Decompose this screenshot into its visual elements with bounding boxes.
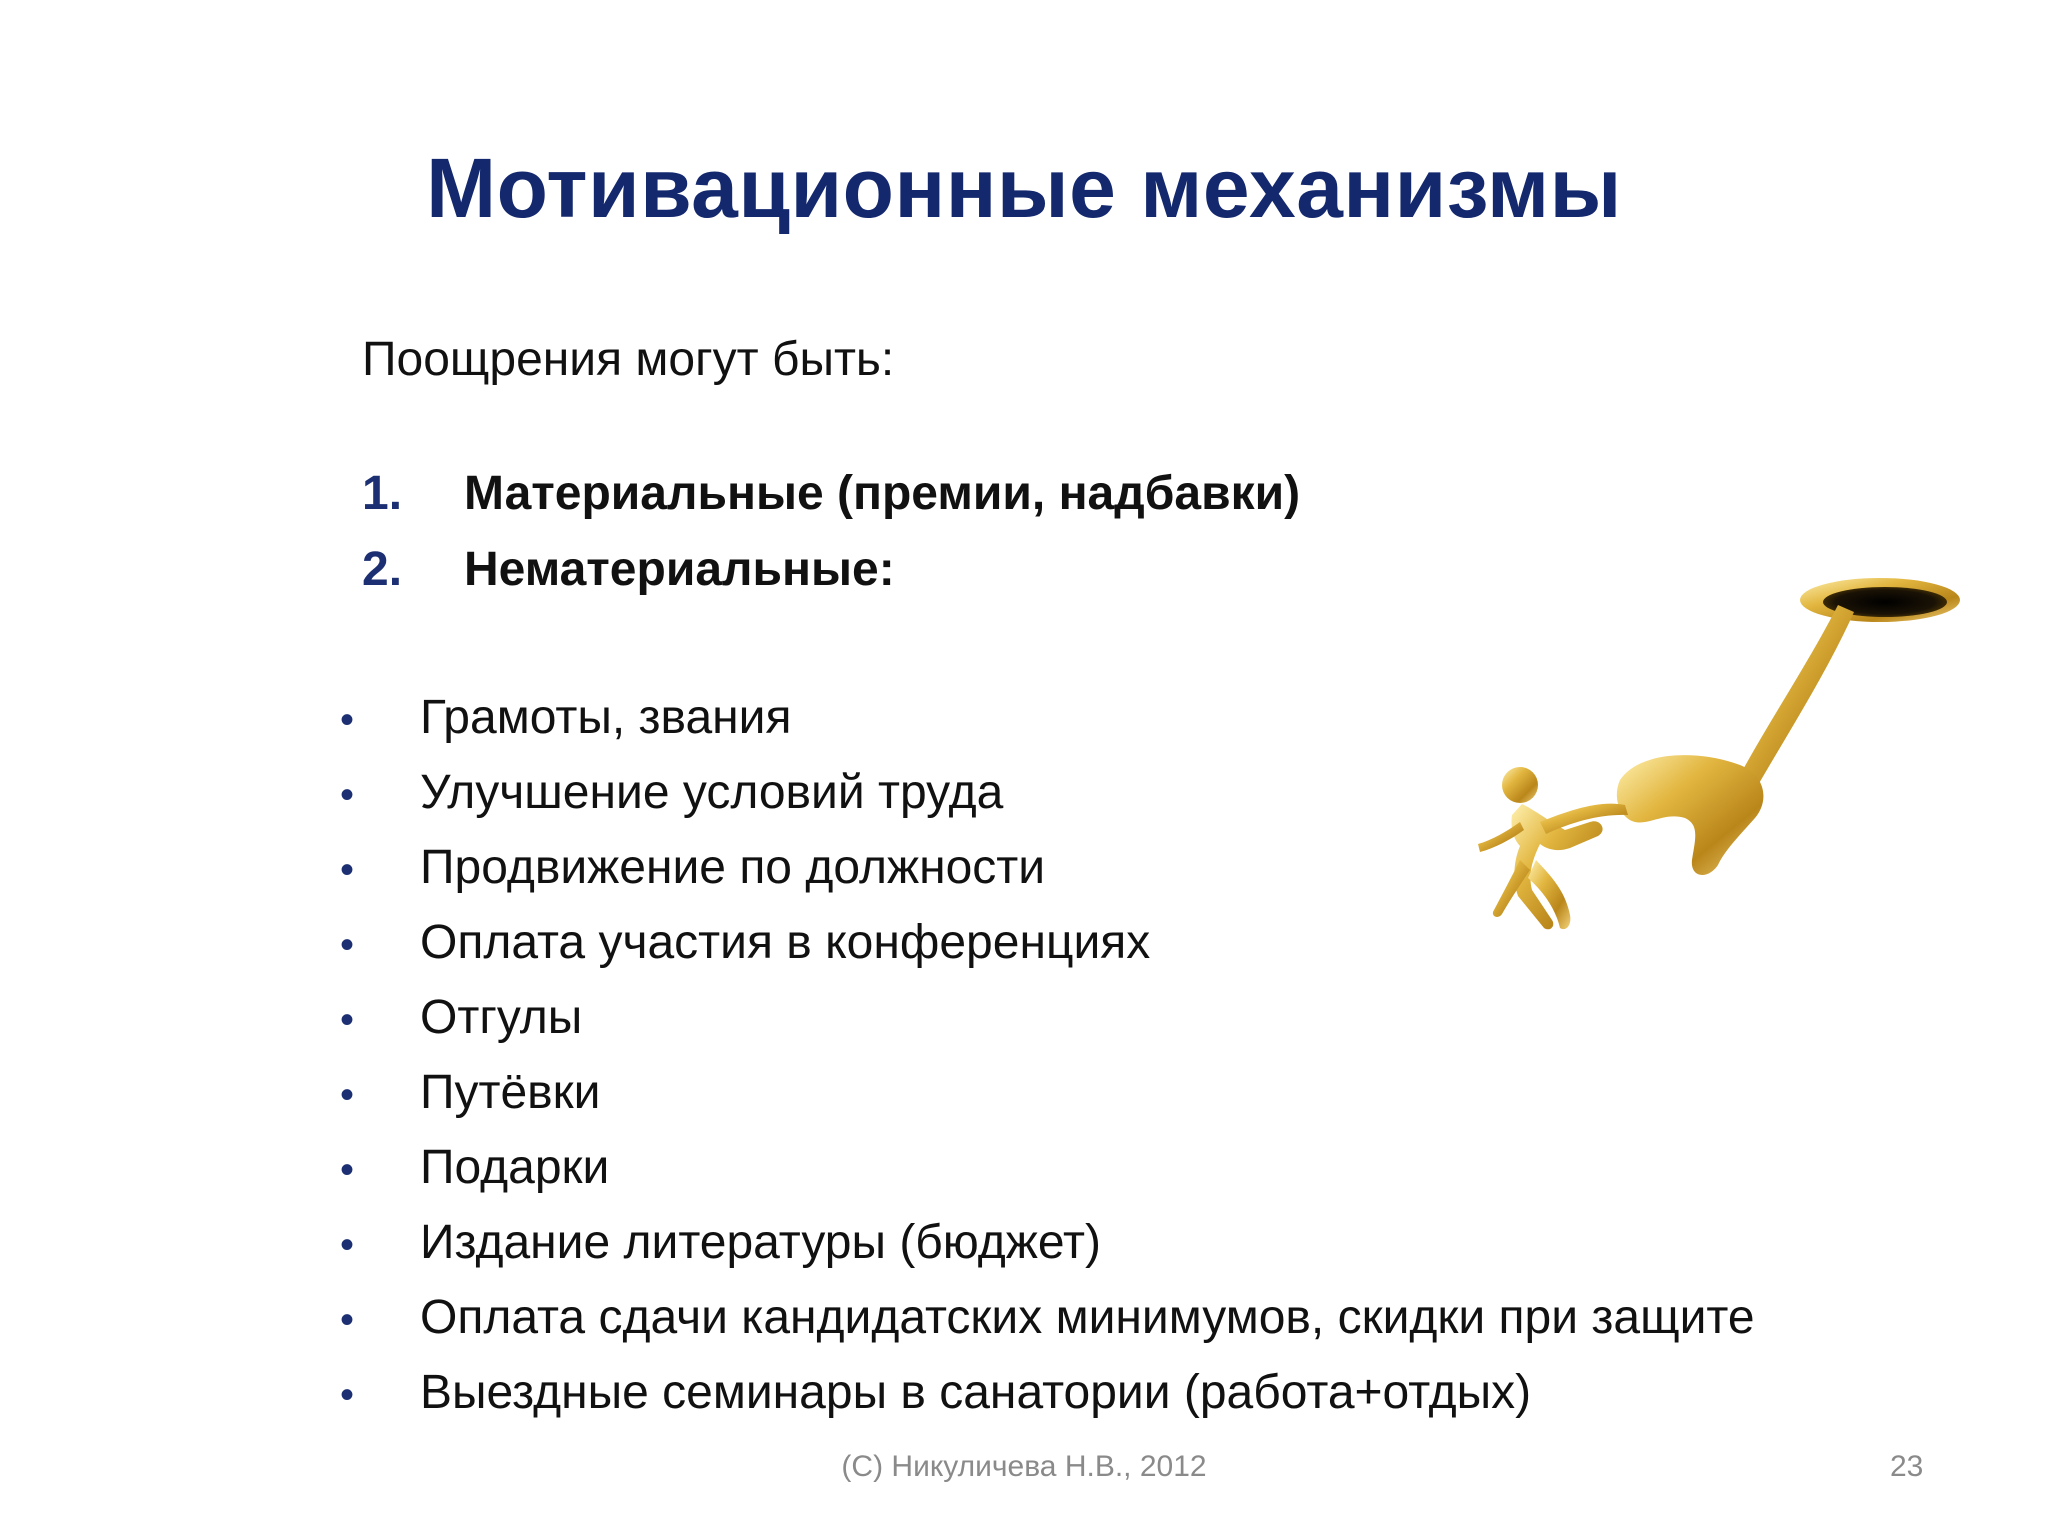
numbered-item [362, 542, 1300, 618]
golden-key-figure-icon [1440, 560, 1960, 980]
bullet-icon: • [340, 923, 355, 967]
bullet-item [340, 1140, 1755, 1215]
footer-copyright: (C) Никуличева Н.В., 2012 [841, 1450, 1207, 1483]
bullet-item [340, 1065, 1755, 1140]
bullet-icon: • [340, 1298, 355, 1342]
intro-text: Поощрения могут быть: [362, 333, 895, 386]
bullet-icon: • [340, 1148, 355, 1192]
bullet-item [340, 1215, 1755, 1290]
bullet-item [340, 990, 1755, 1065]
bullet-text: Путёвки [420, 1066, 601, 1119]
numbered-list [362, 466, 1300, 618]
item-number: 2. [362, 543, 403, 596]
bullet-text: Грамоты, звания [420, 691, 792, 744]
item-text: Материальные (премии, надбавки) [464, 467, 1301, 520]
bullet-text: Выездные семинары в санатории (работа+отдых) [420, 1366, 1532, 1419]
bullet-icon: • [340, 998, 355, 1042]
bullet-text: Улучшение условий труда [420, 766, 1004, 819]
bullet-icon: • [340, 1073, 355, 1117]
bullet-text: Оплата участия в конференциях [420, 916, 1151, 969]
item-number: 1. [362, 467, 403, 520]
page-number: 23 [1890, 1450, 1924, 1483]
bullet-icon: • [340, 848, 355, 892]
bullet-item [340, 1290, 1755, 1365]
item-text: Нематериальные: [464, 543, 895, 596]
numbered-item [362, 466, 1300, 542]
bullet-icon: • [340, 698, 355, 742]
bullet-text: Продвижение по должности [420, 841, 1046, 894]
slide-title: Мотивационные механизмы [426, 141, 1622, 235]
bullet-text: Издание литературы (бюджет) [420, 1216, 1101, 1269]
bullet-icon: • [340, 773, 355, 817]
bullet-text: Подарки [420, 1141, 610, 1194]
bullet-text: Оплата сдачи кандидатских минимумов, скидки при защите [420, 1291, 1755, 1344]
bullet-item [340, 1365, 1755, 1440]
bullet-icon: • [340, 1223, 355, 1267]
bullet-text: Отгулы [420, 991, 583, 1044]
bullet-icon: • [340, 1373, 355, 1417]
